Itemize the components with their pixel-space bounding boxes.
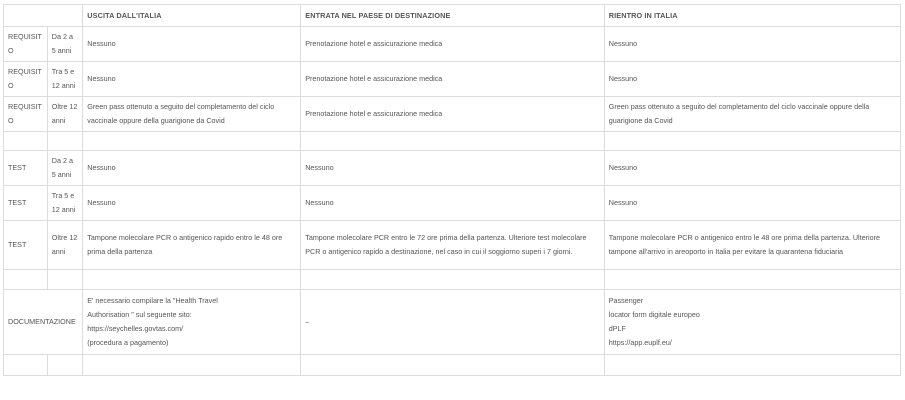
empty-cell bbox=[4, 132, 48, 151]
cell-uscita: Green pass ottenuto a seguito del completamento del ciclo vaccinale oppure della guarigione da Covid bbox=[83, 97, 301, 132]
cell-rientro: Nessuno bbox=[604, 151, 900, 186]
cell-rientro: Green pass ottenuto a seguito del completamento del ciclo vaccinale oppure della guarigione da Covid bbox=[604, 97, 900, 132]
doc-rientro-line: dPLF bbox=[608, 324, 626, 333]
table-row bbox=[4, 151, 901, 186]
doc-rientro-line: locator form digitale europeo bbox=[608, 310, 700, 319]
cell-entrata: – bbox=[301, 290, 605, 355]
table-row bbox=[4, 62, 901, 97]
row-type: DOCUMENTAZIONE bbox=[4, 290, 83, 355]
row-age: Da 2 a 5 anni bbox=[47, 151, 82, 186]
cell-uscita: Nessuno bbox=[83, 186, 301, 221]
cell-rientro: Nessuno bbox=[604, 62, 900, 97]
row-age: Da 2 a 5 anni bbox=[47, 27, 82, 62]
cell-entrata: Prenotazione hotel e assicurazione medica bbox=[301, 97, 605, 132]
cell-rientro: Nessuno bbox=[604, 27, 900, 62]
row-type: TEST bbox=[4, 151, 48, 186]
spacer-row bbox=[4, 132, 901, 151]
row-age: Tra 5 e 12 anni bbox=[47, 62, 82, 97]
doc-uscita-line: E' necessario compilare la "Health Travel bbox=[87, 296, 218, 305]
spacer-row bbox=[4, 270, 901, 290]
empty-cell bbox=[4, 270, 48, 290]
header-empty-cell bbox=[4, 5, 83, 27]
empty-cell bbox=[47, 132, 82, 151]
header-uscita: USCITA DALL'ITALIA bbox=[83, 5, 301, 27]
doc-uscita-line: Authorisation " sul seguente sito: bbox=[87, 310, 192, 319]
row-type: REQUISITO bbox=[4, 97, 48, 132]
table-row bbox=[4, 221, 901, 270]
empty-cell bbox=[83, 270, 301, 290]
cell-rientro: Tampone molecolare PCR o antigenico entro le 48 ore prima della partenza. Ulteriore tampone all'arrivo in areoporto in Italia per evitare la quarantena fiduciaria bbox=[604, 221, 900, 270]
table-row bbox=[4, 27, 901, 62]
doc-uscita-line: (procedura a pagamento) bbox=[87, 338, 169, 347]
row-type: REQUISITO bbox=[4, 27, 48, 62]
empty-cell bbox=[83, 132, 301, 151]
doc-rientro-link[interactable]: https://app.euplf.eu/ bbox=[608, 338, 672, 347]
row-type: TEST bbox=[4, 186, 48, 221]
cell-uscita: Nessuno bbox=[83, 151, 301, 186]
documentazione-row bbox=[4, 290, 901, 355]
empty-cell bbox=[604, 132, 900, 151]
header-entrata: ENTRATA NEL PAESE DI DESTINAZIONE bbox=[301, 5, 605, 27]
row-age: Oltre 12 anni bbox=[47, 97, 82, 132]
cell-rientro: Nessuno bbox=[604, 186, 900, 221]
cell-entrata: Nessuno bbox=[301, 186, 605, 221]
header-rientro: RIENTRO IN ITALIA bbox=[604, 5, 900, 27]
cell-uscita: Tampone molecolare PCR o antigenico rapido entro le 48 ore prima della partenza bbox=[83, 221, 301, 270]
cell-entrata: Prenotazione hotel e assicurazione medica bbox=[301, 27, 605, 62]
cell-entrata: Nessuno bbox=[301, 151, 605, 186]
empty-cell bbox=[604, 270, 900, 290]
empty-cell bbox=[47, 355, 82, 376]
empty-cell bbox=[4, 355, 48, 376]
table-row bbox=[4, 97, 901, 132]
row-type: REQUISITO bbox=[4, 62, 48, 97]
cell-uscita: Nessuno bbox=[83, 27, 301, 62]
table-row bbox=[4, 186, 901, 221]
empty-cell bbox=[47, 270, 82, 290]
empty-cell bbox=[301, 270, 605, 290]
spacer-row bbox=[4, 355, 901, 376]
cell-uscita bbox=[83, 290, 301, 355]
empty-cell bbox=[604, 355, 900, 376]
cell-rientro bbox=[604, 290, 900, 355]
travel-requirements-table bbox=[3, 4, 901, 376]
row-age: Oltre 12 anni bbox=[47, 221, 82, 270]
header-row bbox=[4, 5, 901, 27]
cell-uscita: Nessuno bbox=[83, 62, 301, 97]
doc-uscita-link[interactable]: https://seychelles.govtas.com/ bbox=[87, 324, 184, 333]
row-age: Tra 5 e 12 anni bbox=[47, 186, 82, 221]
cell-entrata: Prenotazione hotel e assicurazione medica bbox=[301, 62, 605, 97]
doc-rientro-line: Passenger bbox=[608, 296, 644, 305]
empty-cell bbox=[83, 355, 301, 376]
empty-cell bbox=[301, 355, 605, 376]
empty-cell bbox=[301, 132, 605, 151]
cell-entrata: Tampone molecolare PCR entro le 72 ore prima della partenza. Ulteriore test molecolare PCR o antigenico rapido a destinazione, nel caso in cui il soggiorno superi i 7 giorni. bbox=[301, 221, 605, 270]
row-type: TEST bbox=[4, 221, 48, 270]
